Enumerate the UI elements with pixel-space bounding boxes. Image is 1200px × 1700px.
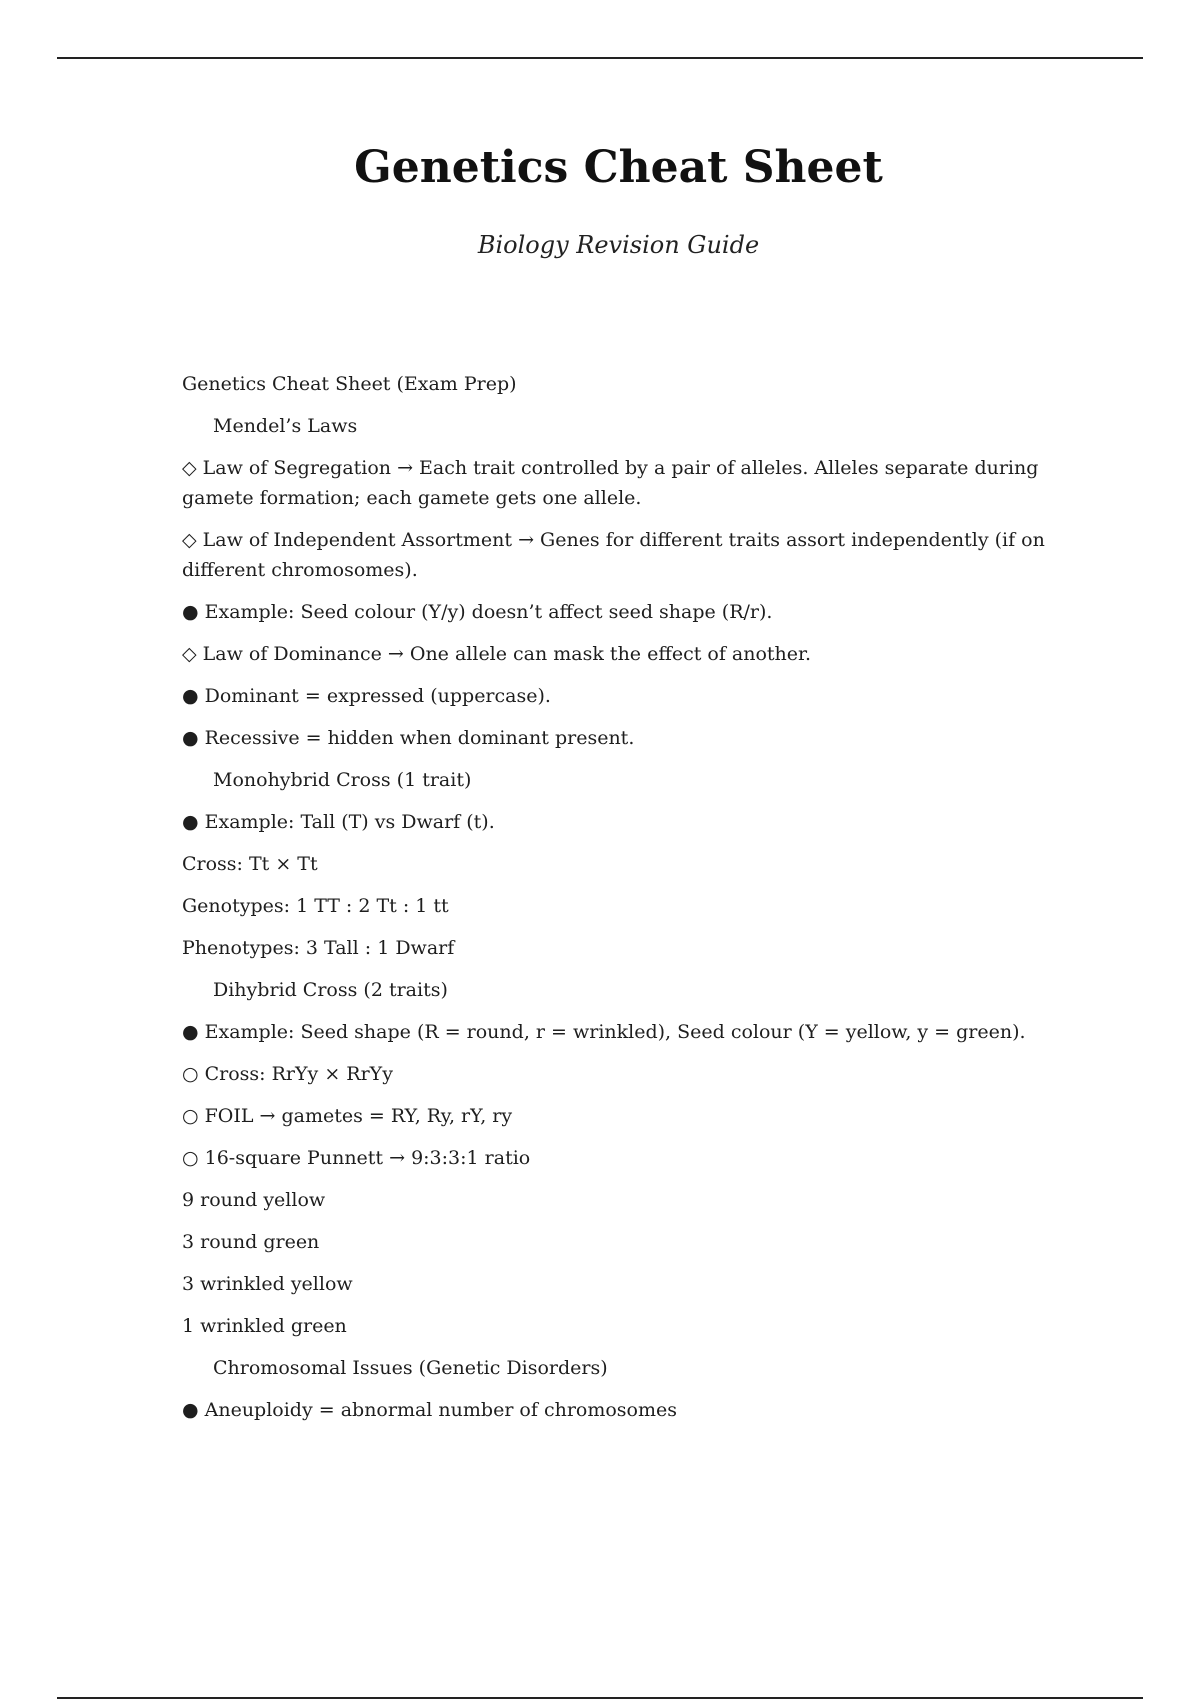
- dihybrid-cross: ○ Cross: RrYy × RrYy: [182, 1063, 393, 1085]
- section-heading-dihybrid: Dihybrid Cross (2 traits): [213, 979, 448, 1001]
- example-seed-shape-colour: ● Example: Seed shape (R = round, r = wrinkled), Seed colour (Y = yellow, y = green).: [182, 1021, 1026, 1043]
- document-body: [182, 369, 1062, 1437]
- ratio-round-green: 3 round green: [182, 1231, 320, 1253]
- monohybrid-cross: Cross: Tt × Tt: [182, 853, 318, 875]
- monohybrid-genotypes: Genotypes: 1 TT : 2 Tt : 1 tt: [182, 895, 449, 917]
- ratio-wrinkled-yellow: 3 wrinkled yellow: [182, 1273, 353, 1295]
- example-seed-colour: ● Example: Seed colour (Y/y) doesn’t affect seed shape (R/r).: [182, 601, 773, 623]
- ratio-wrinkled-green: 1 wrinkled green: [182, 1315, 347, 1337]
- law-segregation: ◇ Law of Segregation → Each trait controlled by a pair of alleles. Alleles separate during gamete formation; each gamete gets one allele.: [182, 457, 1039, 509]
- law-dominance: ◇ Law of Dominance → One allele can mask the effect of another.: [182, 643, 812, 665]
- dominant-note: ● Dominant = expressed (uppercase).: [182, 685, 551, 707]
- foil-gametes: ○ FOIL → gametes = RY, Ry, rY, ry: [182, 1105, 513, 1127]
- monohybrid-phenotypes: Phenotypes: 3 Tall : 1 Dwarf: [182, 937, 455, 959]
- punnett-ratio: ○ 16-square Punnett → 9:3:3:1 ratio: [182, 1147, 531, 1169]
- section-heading-monohybrid: Monohybrid Cross (1 trait): [213, 769, 472, 791]
- ratio-round-yellow: 9 round yellow: [182, 1189, 326, 1211]
- page-title: Genetics Cheat Sheet: [354, 142, 883, 193]
- example-tall-dwarf: ● Example: Tall (T) vs Dwarf (t).: [182, 811, 495, 833]
- page-subtitle: Biology Revision Guide: [477, 231, 760, 259]
- aneuploidy-note: ● Aneuploidy = abnormal number of chromosomes: [182, 1399, 678, 1421]
- section-heading-chromosomal: Chromosomal Issues (Genetic Disorders): [213, 1357, 608, 1379]
- intro-line: Genetics Cheat Sheet (Exam Prep): [182, 373, 517, 395]
- bottom-rule: [57, 1697, 1143, 1699]
- recessive-note: ● Recessive = hidden when dominant present.: [182, 727, 635, 749]
- law-independent-assortment: ◇ Law of Independent Assortment → Genes for different traits assort independently (if on different chromosomes).: [182, 529, 1045, 581]
- top-rule: [57, 57, 1143, 59]
- section-heading-mendel: Mendel’s Laws: [213, 415, 358, 437]
